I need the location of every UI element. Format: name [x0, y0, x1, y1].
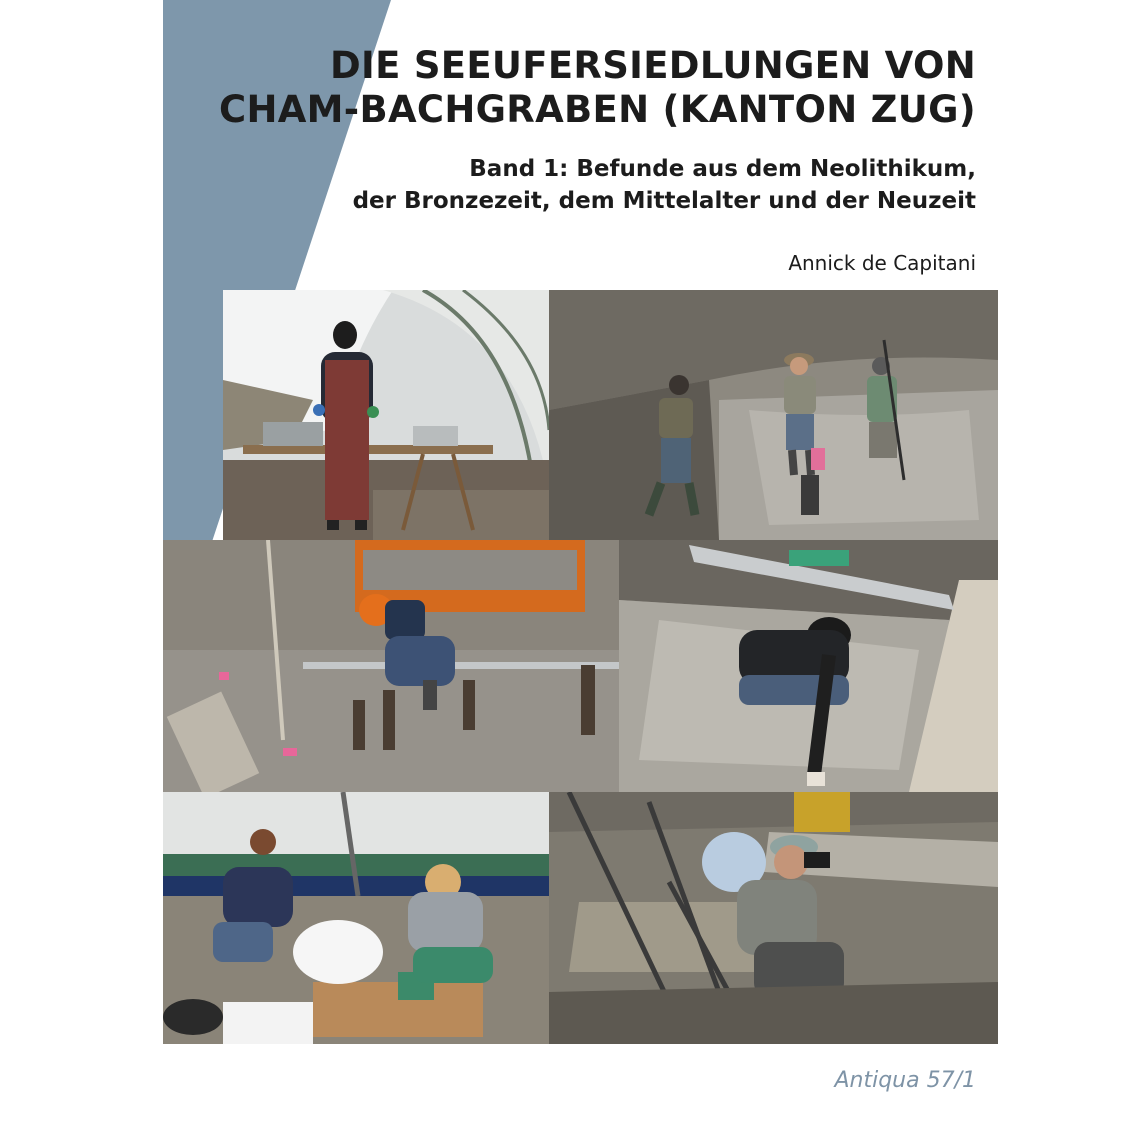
author-name: Annick de Capitani	[788, 251, 976, 275]
subtitle-line-1: Band 1: Befunde aus dem Neolithikum,	[469, 156, 976, 182]
photo-photographer-trench	[549, 792, 998, 1044]
title-line-1: DIE SEEUFERSIEDLUNGEN VON	[330, 44, 976, 87]
book-cover	[163, 0, 998, 1146]
photo-trench-crouching	[619, 540, 998, 792]
photo-sample-block	[163, 792, 549, 1044]
series-label: Antiqua 57/1	[834, 1068, 976, 1093]
book-subtitle	[353, 153, 976, 217]
photo-find-washing	[223, 290, 549, 540]
title-line-2: CHAM-BACHGRABEN (KANTON ZUG)	[219, 88, 976, 131]
book-title	[219, 44, 976, 132]
subtitle-line-2: der Bronzezeit, dem Mittelalter und der Neuzeit	[352, 188, 976, 214]
photo-excavators-digging	[549, 290, 998, 540]
photo-helmet-worker	[163, 540, 619, 792]
